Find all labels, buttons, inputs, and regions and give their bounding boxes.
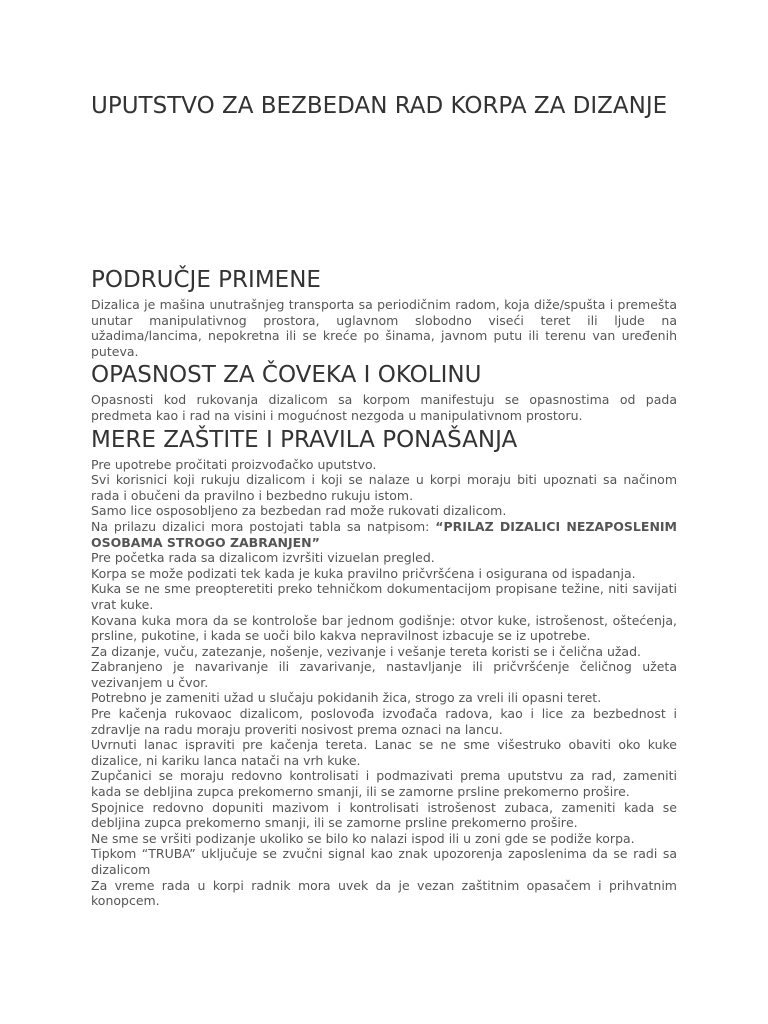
paragraph: Samo lice osposobljeno za bezbedan rad može rukovati dizalicom. (91, 503, 507, 519)
paragraph: Dizalica je mašina unutrašnjeg transporta sa periodičnim radom, koja diže/spušta i premešta unutar manipulativnog prostora, uglavnom slobodno viseći teret ili ljude na užadima/lancima, nepokretna ili se kreće po šinama, javnom putu ili terenu van uređenih puteva. (91, 297, 677, 359)
paragraph: Zabranjeno je navarivanje ili zavarivanje, nastavljanje ili pričvršćenje čeličnog užeta vezivanjem u čvor. (91, 659, 677, 690)
paragraph: Ne sme se vršiti podizanje ukoliko se bilo ko nalazi ispod ili u zoni gde se podiže korpa. (91, 830, 635, 846)
document-body (91, 264, 677, 909)
paragraph: Tipkom “TRUBA” uključuje se zvučni signal kao znak upozorenja zaposlenima da se radi sa dizalicom (91, 846, 677, 877)
sign-paragraph (91, 519, 677, 550)
paragraph: Pre početka rada sa dizalicom izvršiti vizuelan pregled. (91, 550, 435, 566)
paragraph: Pre kačenja rukovaoc dizalicom, poslovođa izvođača radova, kao i lice za bezbednost i zdravlje na radu moraju proveriti nosivost prema oznaci na lancu. (91, 706, 677, 737)
paragraph: Kovana kuka mora da se kontrološe bar jednom godišnje: otvor kuke, istrošenost, oštećenja, prsline, pukotine, i kada se uoči bilo kakva nepravilnost izbacuje se iz upotrebe. (91, 612, 677, 644)
sign-intro: Na prilazu dizalici mora postojati tabla sa natpisom: (91, 518, 430, 534)
paragraph: Zupčanici se moraju redovno kontrolisati i podmazivati prema uputstvu za rad, zameniti kada se debljina zupca prekomerno smanji, ili se zamorne prsline prekomerno prošire. (91, 768, 677, 800)
section-heading-safety-rules: MERE ZAŠTITE I PRAVILA PONAŠANJA (91, 426, 518, 453)
paragraph: Pre upotrebe pročitati proizvođačko uputstvo. (91, 456, 377, 472)
paragraph: Svi korisnici koji rukuju dizalicom i koji se nalaze u korpi moraju biti upoznati sa načinom rada i obučeni da pravilno i bezbedno rukuju istom. (91, 472, 677, 503)
section-heading-hazards: OPASNOST ZA ČOVEKA I OKOLINU (91, 362, 482, 389)
document-title: UPUTSTVO ZA BEZBEDAN RAD KORPA ZA DIZANJE (91, 93, 668, 119)
paragraph: Potrebno je zameniti užad u slučaju pokidanih žica, strogo za vreli ili opasni teret. (91, 690, 602, 706)
paragraph: Kuka se ne sme preopteretiti preko tehničkom dokumentacijom propisane težine, niti savijati vrat kuke. (91, 581, 677, 612)
paragraph: Za dizanje, vuču, zatezanje, nošenje, vezivanje i vešanje tereta koristi se i čelična užad. (91, 643, 641, 659)
paragraph: Korpa se može podizati tek kada je kuka pravilno pričvršćena i osigurana od ispadanja. (91, 565, 636, 581)
paragraph: Uvrnuti lanac ispraviti pre kačenja tereta. Lanac se ne sme višestruko obaviti oko kuke dizalice, ni kariku lanca natači na vrh kuke. (91, 737, 677, 768)
paragraph: Opasnosti kod rukovanja dizalicom sa korpom manifestuju se opasnostima od pada predmeta kao i rad na visini i mogućnost nezgoda u manipulativnom prostoru. (91, 392, 677, 423)
paragraph: Za vreme rada u korpi radnik mora uvek da je vezan zaštitnim opasačem i prihvatnim konopcem. (91, 877, 677, 909)
paragraph: Spojnice redovno dopuniti mazivom i kontrolisati istrošenost zubaca, zameniti kada se debljina zupca prekomerno smanji, ili se zamorne prsline prekomerno proširе. (91, 799, 677, 831)
section-heading-scope: PODRUČJE PRIMENE (91, 267, 321, 293)
sign-text: “PRILAZ DIZALICI NEZAPOSLENIM OSOBAMA STROGO ZABRANJEN” (91, 518, 677, 550)
